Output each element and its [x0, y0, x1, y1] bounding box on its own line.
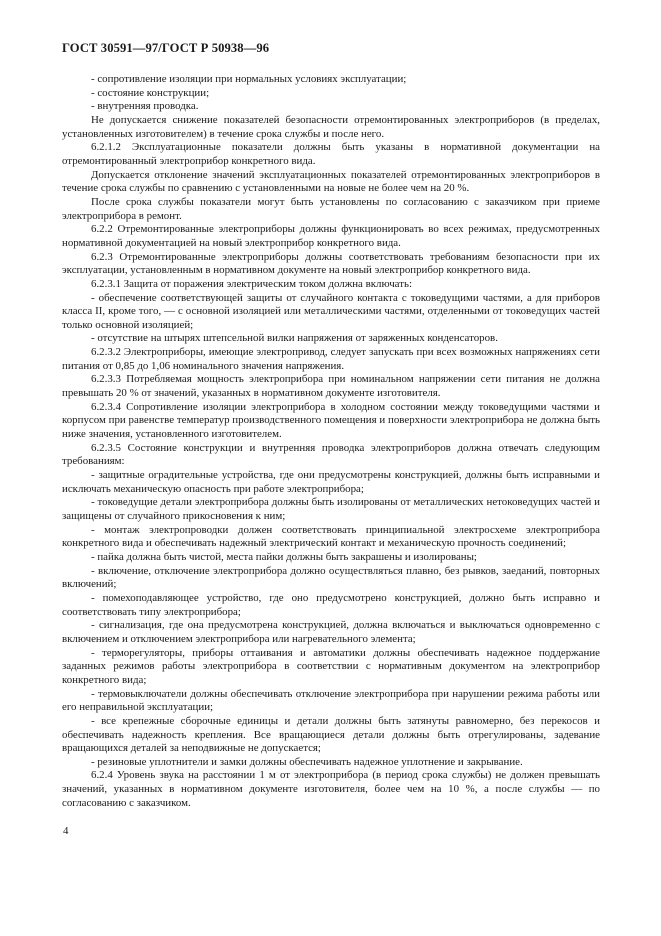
paragraph: Не допускается снижение показателей безопасности отремонтированных электроприборов (в пределах, установленных изготовителем) в течение срока службы и после него. — [62, 113, 600, 140]
paragraph: - включение, отключение электроприбора должно осуществляться плавно, без рывков, заеданий, повторных включений; — [62, 564, 600, 591]
paragraph: 6.2.3 Отремонтированные электроприборы должны соответствовать требованиям безопасности при их эксплуатации, установленным в нормативном документе на новый электроприбор конкретного вида. — [62, 250, 600, 277]
paragraph: Допускается отклонение значений эксплуатационных показателей отремонтированных электроприборов в течение срока службы по сравнению с установленными на новые не более чем на 20 %. — [62, 168, 600, 195]
paragraph: - обеспечение соответствующей защиты от случайного контакта с токоведущими частями, а для приборов класса II, кроме того, — с основной изоляцией или металлическими частями, отделенными от токоведущих частей только основной изоляцией; — [62, 291, 600, 331]
paragraph: 6.2.4 Уровень звука на расстоянии 1 м от электроприбора (в период срока службы) не должен превышать значений, указанных в нормативном документе изготовителя, более чем на 10 %, а после службы — по согласованию с заказчиком. — [62, 769, 600, 809]
paragraph: 6.2.1.2 Эксплуатационные показатели должны быть указаны в нормативной документации на отремонтированный электроприбор конкретного вида. — [62, 141, 600, 167]
paragraph: - все крепежные сборочные единицы и детали должны быть затянуты равномерно, без перекосов и обеспечивать надежность крепления. Все вращающиеся детали должны быть отрегулированы, задевание вращающихся деталей за неподвижные не допускается; — [62, 714, 600, 755]
paragraph: 6.2.3.5 Состояние конструкции и внутренняя проводка электроприборов должна отвечать следующим требованиям: — [62, 441, 600, 468]
paragraph: - защитные оградительные устройства, где они предусмотрены конструкцией, должны быть исправными и исключать механическую опасность при работе электроприбора; — [62, 469, 600, 495]
paragraph: - монтаж электропроводки должен соответствовать принципиальной электросхеме электроприбора конкретного вида и обеспечивать надежный электрический контакт и механическую прочность соединений; — [62, 523, 600, 550]
paragraph: 6.2.3.2 Электроприборы, имеющие электропривод, следует запускать при всех возможных напряжениях сети питания от 0,85 до 1,06 номинального значения напряжения. — [62, 346, 600, 372]
page-number: 4 — [63, 825, 69, 837]
paragraph: 6.2.3.1 Защита от поражения электрическим током должна включать: — [91, 277, 412, 290]
paragraph: 6.2.3.4 Сопротивление изоляции электроприбора в холодном состоянии между токоведущими частями и корпусом при равенстве температур производственного помещения и поверхности электроприбора не должна быть ниже значения, установленного изготовителем. — [62, 400, 600, 441]
paragraph: - резиновые уплотнители и замки должны обеспечивать надежное уплотнение и закрывание. — [91, 755, 523, 768]
paragraph: - термовыключатели должны обеспечивать отключение электроприбора при нарушении режима работы или его неправильной эксплуатации; — [62, 687, 600, 714]
paragraph: - сигнализация, где она предусмотрена конструкцией, должна включаться и выключаться одновременно с включением и отключением электроприбора или нагревательного элемента; — [62, 619, 600, 645]
paragraph: После срока службы показатели могут быть установлены по согласованию с заказчиком при приеме электроприбора в ремонт. — [62, 195, 600, 222]
paragraph: - внутренняя проводка. — [91, 100, 199, 113]
paragraph: - отсутствие на штырях штепсельной вилки напряжения от заряженных конденсаторов. — [91, 332, 498, 345]
page-header: ГОСТ 30591—97/ГОСТ Р 50938—96 — [62, 41, 270, 55]
paragraph: 6.2.2 Отремонтированные электроприборы должны функционировать во всех режимах, предусмотренных нормативной документацией на новый электроприбор конкретного вида. — [62, 223, 600, 249]
paragraph: - терморегуляторы, приборы оттаивания и автоматики должны обеспечивать надежное поддержание заданных режимов работы электроприбора в соответствии с нормативным документом на электроприбор конкретного вида; — [62, 646, 600, 686]
paragraph: - состояние конструкции; — [91, 86, 210, 99]
paragraph: 6.2.3.3 Потребляемая мощность электроприбора при номинальном напряжении сети питания не должна превышать 20 % от значений, указанных в нормативном документе изготовителя. — [62, 373, 600, 400]
document-body — [62, 73, 600, 810]
paragraph: - токоведущие детали электроприбора должны быть изолированы от металлических нетоковедущих частей и защищены от случайного прикосновения к ним; — [62, 496, 600, 522]
paragraph: - пайка должна быть чистой, места пайки должны быть закрашены и изолированы; — [91, 550, 477, 563]
paragraph: - помехоподавляющее устройство, где оно предусмотрено конструкцией, должно быть исправно и соответствовать типу электроприбора; — [62, 591, 600, 618]
paragraph: - сопротивление изоляции при нормальных условиях эксплуатации; — [91, 73, 407, 85]
